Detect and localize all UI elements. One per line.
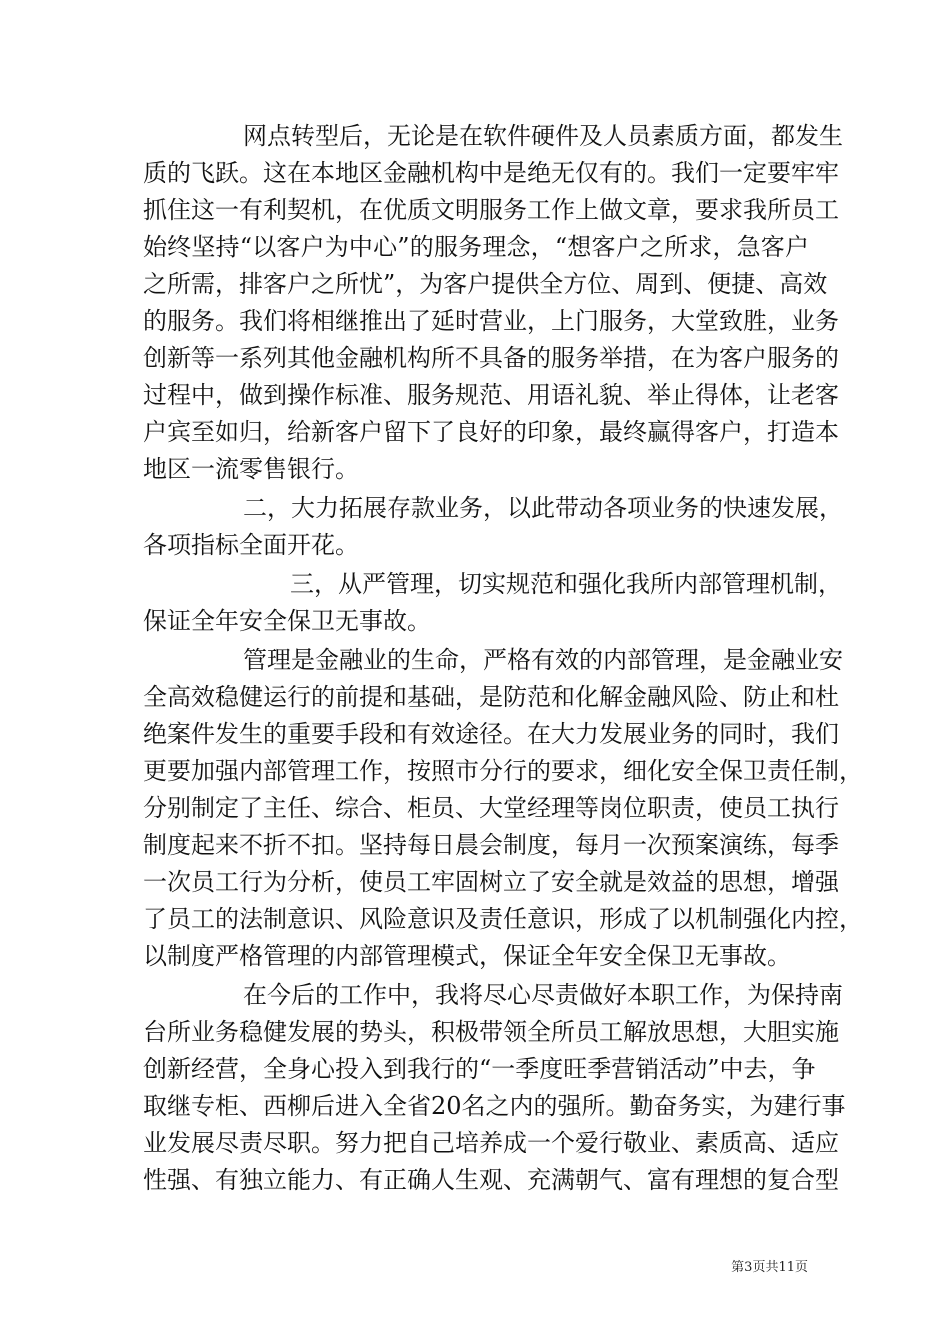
text-line: 创新经营，全身心投入到我行的“一季度旺季营销活动”中去，争 — [143, 1055, 816, 1083]
page-number: 第3页共11页 — [731, 1260, 808, 1275]
text-line: 了员工的法制意识、风险意识及责任意识，形成了以机制强化内控， — [143, 905, 863, 933]
paragraph — [143, 642, 863, 975]
text-line: 一次员工行为分析，使员工牢固树立了安全就是效益的思想，增强 — [143, 868, 839, 896]
text-line: 抓住这一有利契机，在优质文明服务工作上做文章，要求我所员工 — [143, 196, 839, 224]
paragraph — [143, 118, 843, 488]
text-line: 三，从严管理，切实规范和强化我所内部管理机制， — [290, 570, 842, 598]
text-line: 创新等一系列其他金融机构所不具备的服务举措，在为客户服务的 — [143, 344, 839, 372]
text-line: 分别制定了主任、综合、柜员、大堂经理等岗位职责，使员工执行 — [143, 794, 839, 822]
paragraph — [143, 977, 846, 1199]
text-line: 台所业务稳健发展的势头，积极带领全所员工解放思想，大胆实施 — [143, 1018, 839, 1046]
document-body — [143, 118, 863, 1201]
text-line: 更要加强内部管理工作，按照市分行的要求，细化安全保卫责任制， — [143, 757, 863, 785]
text-line: 户宾至如归，给新客户留下了良好的印象，最终赢得客户，打造本 — [143, 418, 839, 446]
text-line: 的服务。我们将相继推出了延时营业，上门服务，大堂致胜，业务 — [143, 307, 839, 335]
text-line: 二，大力拓展存款业务，以此带动各项业务的快速发展， — [243, 494, 843, 522]
text-line: 管理是金融业的生命，严格有效的内部管理，是金融业安 — [243, 646, 843, 674]
text-line: 质的飞跃。这在本地区金融机构中是绝无仅有的。我们一定要牢牢 — [143, 159, 839, 187]
text-line: 地区一流零售银行。 — [143, 455, 359, 483]
text-line: 取继专柜、西柳后进入全省20名之内的强所。勤奋务实，为建行事 — [143, 1092, 846, 1120]
text-line: 以制度严格管理的内部管理模式，保证全年安全保卫无事故。 — [143, 942, 791, 970]
text-line: 制度起来不折不扣。坚持每日晨会制度，每月一次预案演练，每季 — [143, 831, 839, 859]
text-line: 保证全年安全保卫无事故。 — [143, 607, 431, 635]
text-line: 在今后的工作中，我将尽心尽责做好本职工作，为保持南 — [243, 981, 843, 1009]
text-line: 各项指标全面开花。 — [143, 531, 359, 559]
paragraph — [143, 566, 842, 640]
text-line: 绝案件发生的重要手段和有效途径。在大力发展业务的同时，我们 — [143, 720, 839, 748]
text-line: 网点转型后，无论是在软件硬件及人员素质方面，都发生 — [243, 122, 843, 150]
text-line: 全高效稳健运行的前提和基础，是防范和化解金融风险、防止和杜 — [143, 683, 839, 711]
paragraph — [143, 490, 843, 564]
text-line: 过程中，做到操作标准、服务规范、用语礼貌、举止得体，让老客 — [143, 381, 839, 409]
text-line: 之所需，排客户之所忧”，为客户提供全方位、周到、便捷、高效 — [143, 270, 828, 298]
text-line: 业发展尽责尽职。努力把自己培养成一个爱行敬业、素质高、适应 — [143, 1129, 839, 1157]
text-line: 始终坚持“以客户为中心”的服务理念，“想客户之所求，急客户 — [143, 233, 809, 261]
text-line: 性强、有独立能力、有正确人生观、充满朝气、富有理想的复合型 — [143, 1166, 839, 1194]
